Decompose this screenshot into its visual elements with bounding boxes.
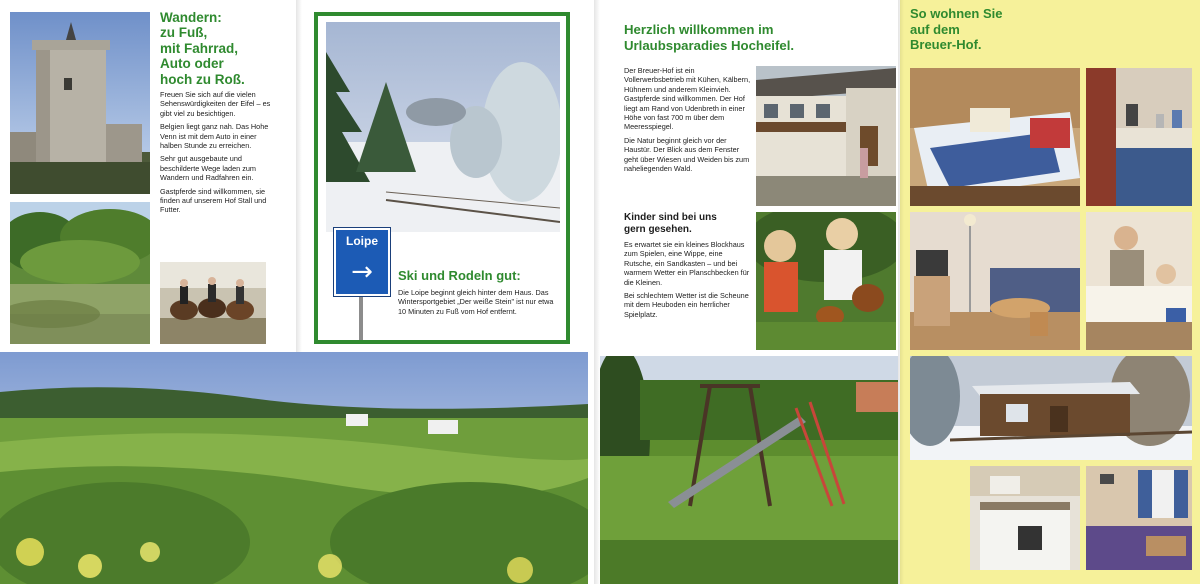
welcome-title-line: Urlaubsparadies Hocheifel.: [624, 38, 795, 53]
hiking-paragraph: Gastpferde sind willkommen, sie finden auf unserem Hof Stall und Futter.: [160, 186, 267, 215]
hiking-title-line: Wandern:: [160, 10, 222, 25]
hiking-paragraph: Belgien liegt ganz nah. Das Hohe Venn ist mit dem Auto in einer halben Stunde zu erreichen.: [160, 122, 269, 151]
hiking-paragraph: Freuen Sie sich auf die vielen Sehenswürdigkeiten der Eifel – es gibt viel zu besichtigen.: [160, 90, 271, 118]
meadow-panorama-photo: [0, 352, 588, 584]
children-paragraph: Bei schlechtem Wetter ist die Scheune mit dem Heuboden ein herrlicher Spielplatz.: [624, 291, 749, 319]
winter-landscape-photo: [326, 22, 560, 232]
welcome-title: [624, 22, 894, 54]
bedroom-photo: [910, 68, 1080, 206]
farm-paragraph: Die Natur beginnt gleich vor der Haustür. Der Blick aus dem Fenster geht über Wiesen und Weiden bis zum naheliegenden Wald.: [624, 135, 750, 174]
playground-photo: [600, 356, 898, 584]
accommodation-title-line: So wohnen Sie: [910, 6, 1003, 21]
sign-post: [359, 296, 363, 340]
hiking-title: [160, 10, 290, 87]
children-subtitle-line: gern gesehen.: [624, 224, 692, 235]
children-text: [624, 240, 752, 323]
children-subtitle: [624, 212, 752, 236]
hiking-title-line: hoch zu Roß.: [160, 71, 245, 87]
farmhouse-photo: [756, 66, 896, 206]
page-fold: [898, 0, 904, 584]
kitchen-photo: [1086, 68, 1192, 206]
ski-title: Ski und Rodeln gut:: [398, 268, 521, 283]
hiking-paragraph: Sehr gut ausgebaute und beschilderte Wege laden zum Wandern und Radfahren ein.: [160, 154, 256, 183]
farm-text: [624, 66, 752, 177]
forest-lake-photo: [10, 202, 150, 344]
arrow-right-icon: →: [351, 257, 373, 287]
farm-paragraph: Der Breuer-Hof ist ein Vollerwerbsbetrieb mit Kühen, Kälbern, Hühnern und anderem Kleinvieh. Gastpferde sind willkommen. Der Hof liegt am Rand von Udenbreth in einer Höhe von fast 700 m über dem Meeresspiegel.: [624, 66, 751, 132]
ski-text: Die Loipe beginnt gleich hinter dem Haus. Das Wintersportgebiet „Der weiße Stein" ist nur etwa 10 Minuten zu Fuß vom Hof entfernt.: [398, 288, 554, 316]
family-dining-photo: [1086, 212, 1192, 350]
children-paragraph: Es erwartet sie ein kleines Blockhaus zum Spielen, eine Wippe, eine Rutsche, ein Sandkasten – und bei warmem Wetter ein Planschbecken für die Kleinen.: [624, 240, 750, 287]
kitchenette-photo: [970, 466, 1080, 570]
accommodation-title: [910, 6, 1090, 53]
hiking-title-line: zu Fuß,: [160, 25, 208, 41]
living-room-photo: [910, 212, 1080, 350]
cozy-room-photo: [1086, 466, 1192, 570]
castle-tower-photo: [10, 12, 150, 194]
hiking-text: [160, 90, 278, 219]
children-chickens-photo: [756, 212, 896, 350]
welcome-title-line: Herzlich willkommen im: [624, 22, 774, 37]
children-subtitle-line: Kinder sind bei uns: [624, 212, 717, 223]
hiking-title-line: Auto oder: [160, 56, 224, 72]
accommodation-title-line: auf dem: [910, 21, 960, 37]
loipe-sign-label: Loipe: [346, 234, 378, 248]
accommodation-title-line: Breuer-Hof.: [910, 37, 982, 53]
horse-riders-photo: [160, 262, 266, 344]
snowy-cabin-photo: [910, 356, 1192, 460]
loipe-sign: [334, 228, 390, 296]
hiking-title-line: mit Fahrrad,: [160, 40, 239, 56]
